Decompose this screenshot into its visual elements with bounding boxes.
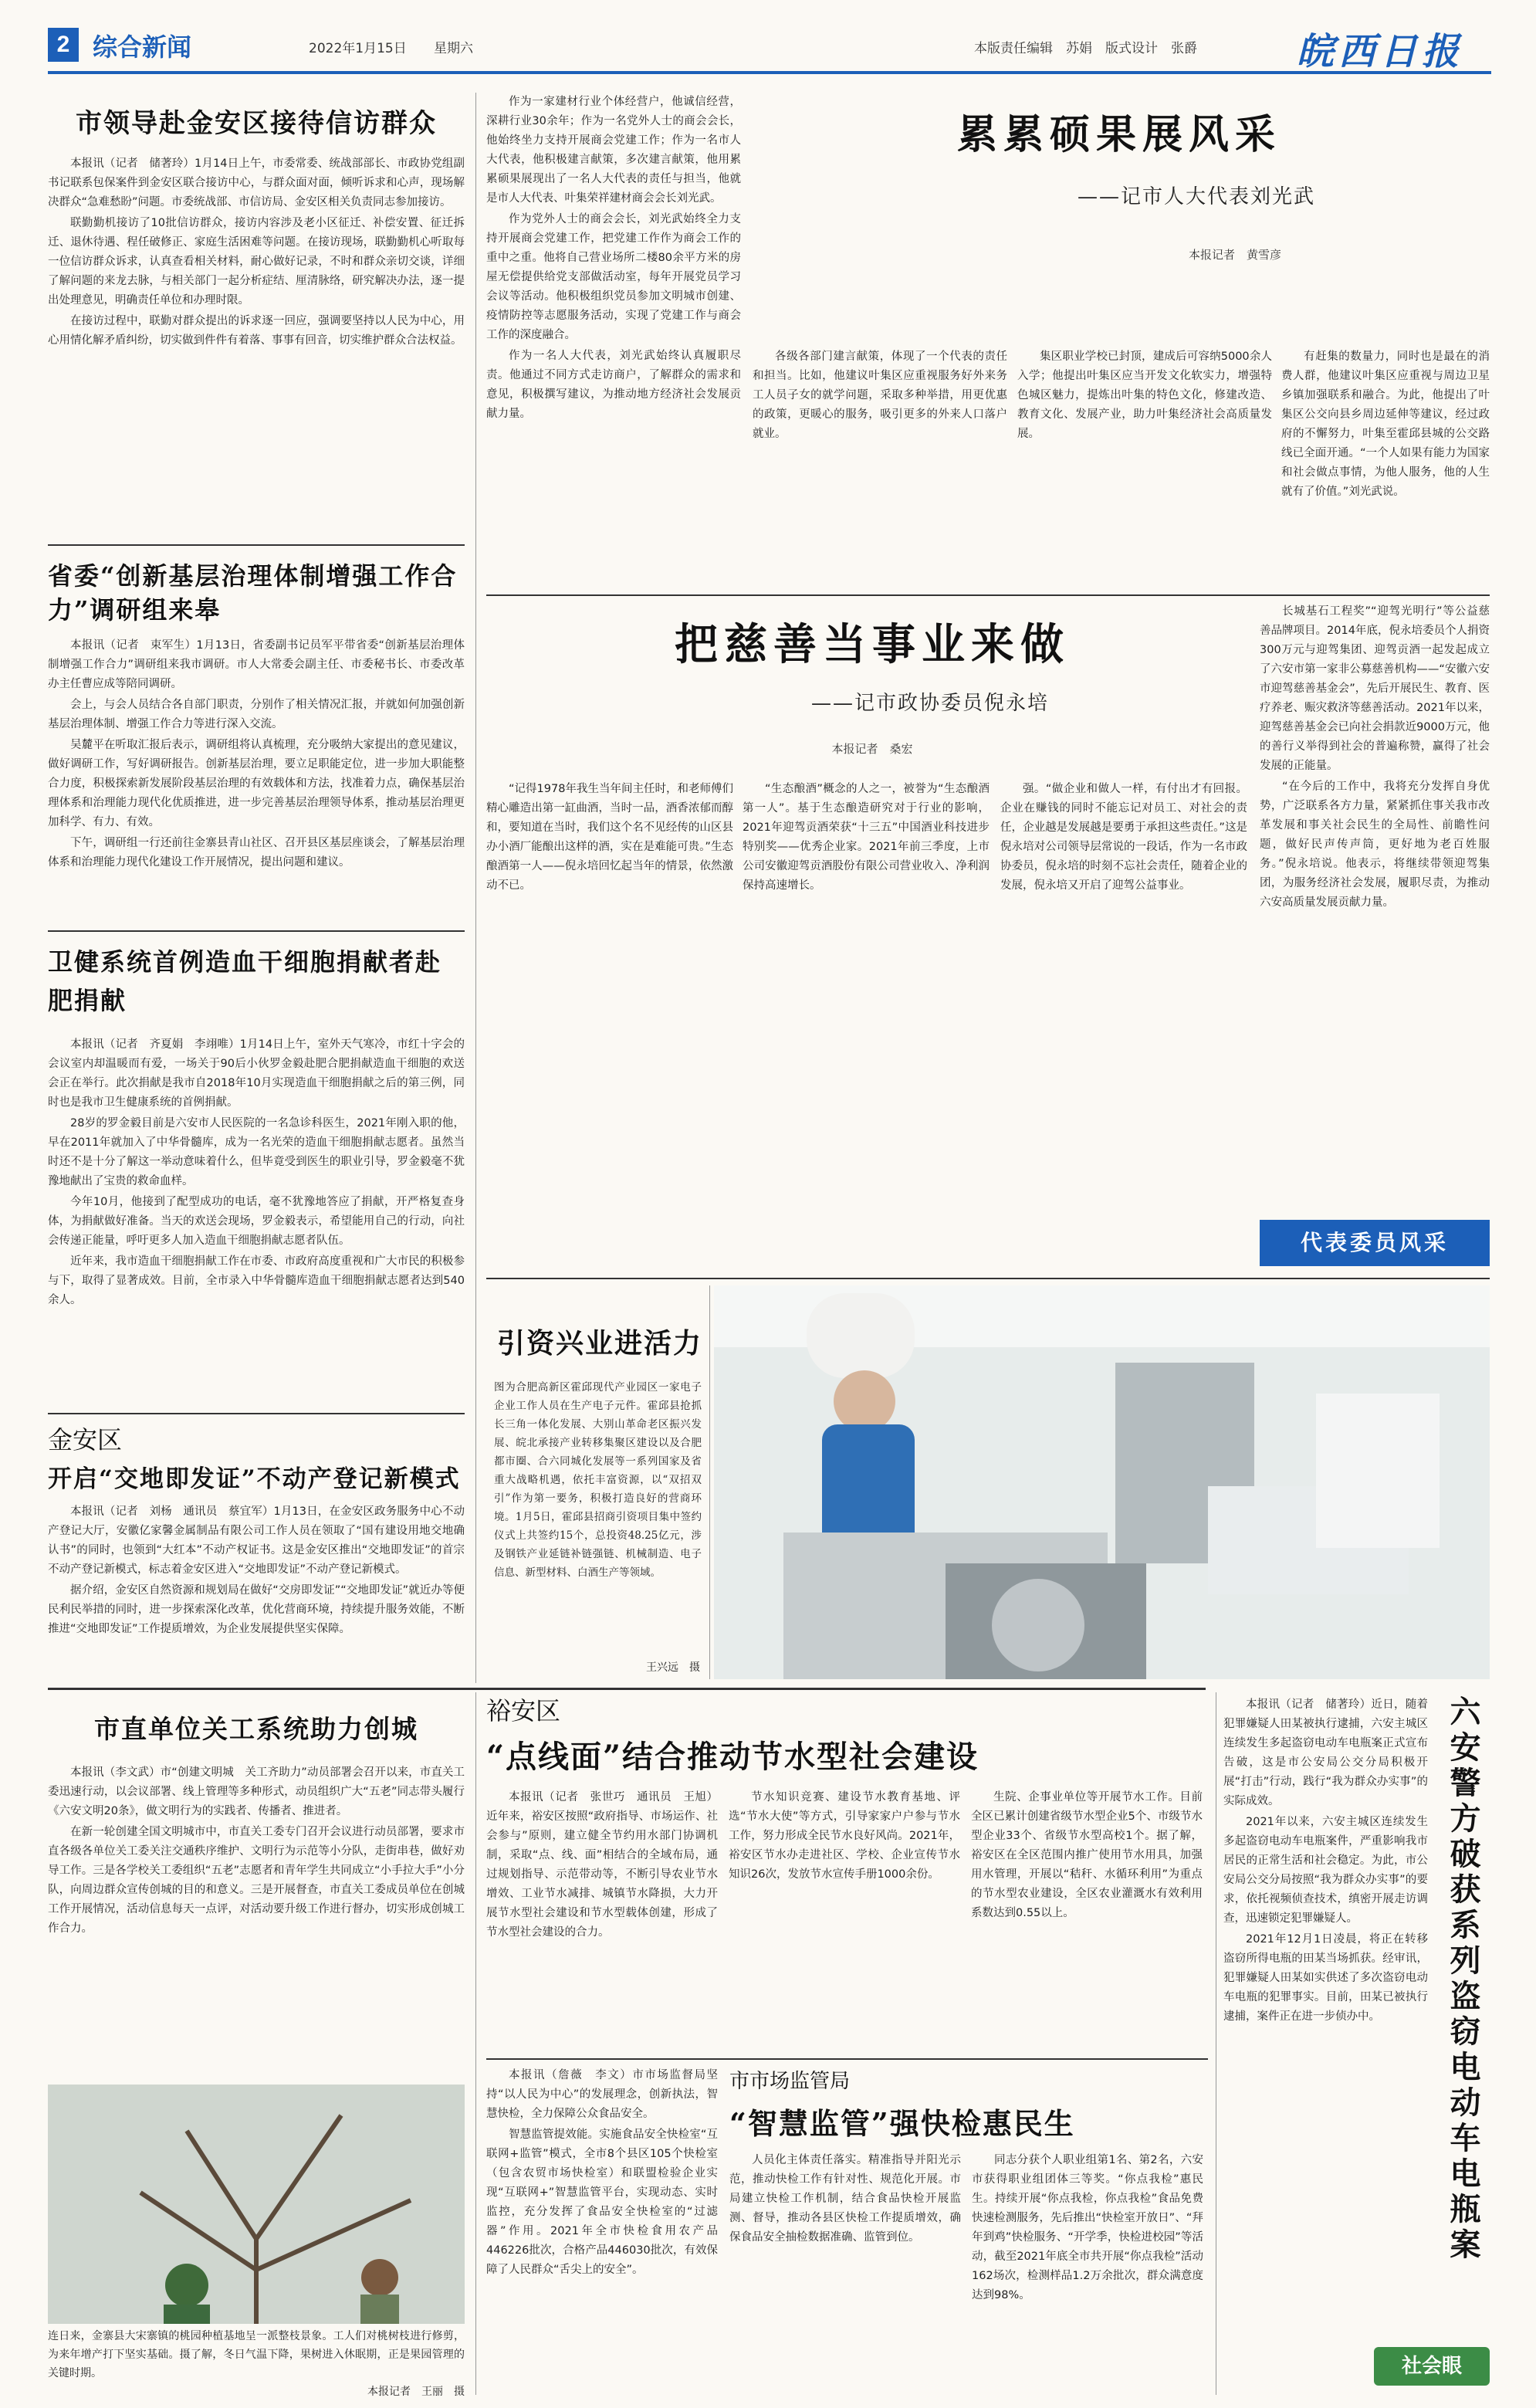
- society-tag: 社会眼: [1374, 2347, 1490, 2386]
- divider: [48, 930, 465, 932]
- feature1-col2: 各级各部门建言献策，体现了一个代表的责任和担当。比如，他建议叶集区应重视服务好外来务工人员子女的就学问题，采取多种举措，用更优惠的政策，更暖心的服务，吸引更多的外来人口落户就业。: [753, 351, 1007, 440]
- police-article-title: 六安警方破获系列盗窃电动车电瓶案: [1445, 1695, 1481, 2264]
- factory-workers-illustration: [714, 1285, 1490, 1679]
- article-title: 市直单位关工系统助力创城: [94, 1714, 418, 1744]
- feature1-col4: 有赶集的数量力，同时也是最在的消费人群，他建议叶集区应重视与周边卫星乡镇加强联系和融合。为此，他提出了叶集区公交向县乡周边延伸等建议，经过政府的不懈努力，叶集至霍邱县城的公交路线已全面开通。“一个人如果有能力为国家和社会做点事情，为他人服务，他的人生就有了价值。”刘光武说。: [1281, 351, 1490, 498]
- article-market-supervision: [729, 2066, 1208, 2398]
- feature-title: 把慈善当事业来做: [675, 619, 1070, 670]
- article-body: 本报讯（记者 储著玲）1月14日上午，市委常委、统战部部长、市政协党组副书记联系包保案件到金安区联合接访中心，与群众面对面，倾听诉求和心声，现场解决群众“急难愁盼”问题。市委统战部、市信访局、金安区相关负责同志参加接访。 联勤勤机接访了10批信访群众，接访内容涉及老小区征迁、补偿安置、征迁拆迁、退休待遇、程任破修正、家庭生活困难等问题。在接访现场，联勤勤机心听取每一位信访群众诉求，认真查看相关材料，耐心做好记录，不时和群众亲切交谈，详细了解问题的来龙去脉，与相关部门一起分析症结、厘清脉络，研究解决办法，逐一提出处理意见，明确责任单位和办理时限。 在接访过程中，联勤对群众提出的诉求逐一回应，强调要坚持以人民为中心，用心用情化解矛盾纠纷，切实做到件件有着落、事事有回音，切实维护群众合法权益。: [48, 157, 465, 347]
- issue-weekday: 星期六: [434, 41, 473, 56]
- feature2-col4: 长城基石工程奖”“迎驾光明行”等公益慈善品牌项目。2014年底，倪永培委员个人捐资300万元与迎驾集团、迎驾贡酒一起发起成立了六安市第一家非公募慈善机构——“安徽六安市迎驾慈善基金会”，先后开展民生、教育、医疗养老、赈灾救济等慈善活动。2021年以来，迎驾慈善基金会已向社会捐款近9000万元，他的善行义举得到社会的普遍称赞，赢得了社会发展的正能量。 “在今后的工作中，我将充分发挥自身优势，广泛联系各方力量，紧紧抓住事关我市改革发展和事关社会民生的全局性、前瞻性问题，做好民声传声筒，更好地为老百姓服务。”倪永培说。他表示，将继续带领迎驾集团，为服务经济社会发展，履职尽责，为推动六安高质量发展贡献力量。: [1260, 605, 1490, 909]
- article-col3: 生院、企事业单位等开展节水工作。目前全区已累计创建省级节水型企业5个、市级节水型企业33个、省级节水型高校1个。据了解，裕安区在全区范围内推广使用节水用具，加强用水管理，开展以“秸秆、水循环利用”为重点的节水型农业建设，全区农业灌溉水有效利用系数达到0.55以上。: [971, 1791, 1203, 1919]
- article-col1: 本报讯（记者 张世巧 通讯员 王旭）近年来，裕安区按照“政府指导、市场运作、社会参与”原则，建立健全节约用水部门协调机制，采取“点、线、面”相结合的全域布局，通过规划指导、示范带动等，不断引导农业节水增效、工业节水减排、城镇节水降损，大力开展节水型社会建设和节水型载体创建，形成了节水型社会建设的合力。: [486, 1791, 718, 1939]
- article-title: 市领导赴金安区接待信访群众: [76, 108, 437, 139]
- section-title: 综合新闻: [93, 32, 192, 62]
- page-number-badge: 2: [48, 28, 79, 62]
- article-title: 开启“交地即发证”不动产登记新模式: [48, 1465, 461, 1493]
- photo-caption: 图为合肥高新区霍邱现代产业园区一家电子企业工作人员在生产电子元件。霍邱县抢抓长三角一体化发展、大别山革命老区振兴发展、皖北承接产业转移集聚区建设以及合肥都市圈、合六同城化发展等一系列国家及省重大战略机遇，依托丰富资源，以“双招双引”作为第一要务，积极打造良好的营商环境。1月5日，霍邱县招商引资项目集中签约仪式上共签约15个，总投资48.25亿元，涉及钢铁产业延链补链强链、机械制造、电子信息、新型材料、白酒生产等领域。: [494, 1381, 702, 1579]
- feature2-col2: “生态酿酒”概念的人之一，被誉为“生态酿酒第一人”。基于生态酿造研究对于行业的影响，2021年迎驾贡酒荣获“十三五”中国酒业科技进步特别奖——优秀企业家。2021年前三季度，上市公司安徽迎驾贡酒股份有限公司营业收入、净利润保持高速增长。: [743, 783, 990, 892]
- editor-credits: 本版责任编辑 苏娟 版式设计 张爵: [974, 41, 1197, 56]
- article-title: 省委“创新基层治理体制增强工作合力”调研组来皋: [48, 561, 458, 625]
- article-body: 本报讯（记者 刘杨 通讯员 蔡宜军）1月13日，在金安区政务服务中心不动产登记大厅，安徽亿家馨金属制品有限公司工作人员在领取了“国有建设用地交地确认书”的同时，也领到“大红本”不动产权证书。这是金安区推出“交地即发证”的首宗不动产登记新模式，标志着金安区进入“交地即发证”不动产登记新模式。 据介绍，金安区自然资源和规划局在做好“交房即发证”“交地即发证”就近办等便民利民举措的同时，进一步探索深化改革，优化营商环境，持续提升服务效能，不断推进“交地即发证”工作提质增效，为企业发展提供坚实保障。: [48, 1505, 465, 1635]
- section-divider: [48, 1688, 1206, 1690]
- market-supervision-col1: 本报讯（詹薇 李文）市市场监督局坚持“以人民为中心”的发展理念，创新执法，智慧快检，全力保障公众食品安全。 智慧监管提效能。实施食品安全快检室“互联网+监管”模式，全市8个县区105个快检室（包含农贸市场快检室）和联盟检验企业实现“互联网+”智慧监管平台，实现动态、实时监控，充分发挥了食品安全快检室的“过滤器”作用。2021年全市快检食用农产品446226批次，合格产品446030批次，有效保障了人民群众“舌尖上的安全”。: [486, 2069, 718, 2276]
- article-governance-survey: [48, 554, 465, 925]
- feature1-header: [753, 93, 1486, 347]
- feature1-col3: 集区职业学校已封顶，建成后可容纳5000余人入学；他提出叶集区应当开发文化软实力，增强特色城区魅力，提炼出叶集的特色文化，修建改造、教育文化、发展产业，助力叶集经济社会高质量发展。: [1017, 351, 1272, 440]
- masthead: [48, 22, 1491, 71]
- article-title: “智慧监管”强快检惠民生: [729, 2106, 1075, 2141]
- factory-photo-panel: [486, 1285, 710, 1679]
- article-body: 本报讯（李文武）市“创建文明城 关工齐助力”动员部署会召开以来，市直关工委迅速行动，以会议部署、线上管理等多种形式，动员组织广大“五老”同志带头履行《六安文明20条》，做文明行为的实践者、传播者、推进者。 在新一轮创建全国文明城市中，市直关工委专门召开会议进行动员部署，要求市直各级各单位关工委关注交通秩序维护、文明行为示范等小分队，走街串巷，做好劝导工作。三是各学校关工委组织“五老”志愿者和青年学生共同成立“小手拉大手”小分队，向周边群众宣传创城的目的和意义。三是开展督查，市直关工委成员单位在创城工作开展情况，活动信息每天一点评，对活动要升级工作进行督办，切实形成创城工作合力。: [48, 1766, 465, 1935]
- feature-subtitle: ——记市政协委员倪永培: [810, 692, 1049, 715]
- feature2-col1: “记得1978年我生当年间主任时，和老师傅们精心雕造出第一缸曲酒，当时一品，酒香浓郁而醇和，要知道在当时，我们这个名不见经传的山区县办小酒厂能酿出这样的酒，实在是难能可贵。”生态酿酒第一人——倪永培回忆起当年的情景，依然激动不已。: [486, 783, 733, 892]
- article-kicker: 金安区: [48, 1425, 123, 1455]
- masthead-rule: [48, 71, 1491, 74]
- article-body: 本报讯（记者 齐夏娟 李翊唯）1月14日上午，室外天气寒冷，市红十字会的会议室内却温暖而有爱，一场关于90后小伙罗金毅赴肥合肥捐献造血干细胞的欢送会正在举行。此次捐献是我市自2018年10月实现造血干细胞捐献之后的第三例，同时也是我市卫生健康系统的首例捐献。 28岁的罗金毅目前是六安市人民医院的一名急诊科医生，2021年刚入职的他，早在2011年就加入了中华骨髓库，成为一名光荣的造血干细胞捐献志愿者。虽然当时还不是十分了解这一举动意味着什么，但毕竟受到医生的职业引导，罗金毅毫不犹豫地献出了宝贵的救命血样。 今年10月，他接到了配型成功的电话，毫不犹豫地答应了捐献，开严格复查身体，为捐献做好准备。当天的欢送会现场，罗金毅表示，希望能用自己的行动，向社会传递正能量，呼吁更多人加入造血干细胞捐献志愿者队伍。 近年来，我市造血干细胞捐献工作在市委、市政府高度重视和广大市民的积极参与下，取得了显著成效。目前，全市录入中华骨髓库造血干细胞捐献志愿者达到540余人。: [48, 1038, 465, 1306]
- photo-kicker: 引资兴业进活力: [497, 1327, 703, 1360]
- article-kicker: 裕安区: [486, 1696, 561, 1726]
- article-care-work: [48, 1695, 465, 2081]
- article-body: 本报讯（记者 束军生）1月13日，省委副书记员军平带省委“创新基层治理体制增强工作合力”调研组来我市调研。市人大常委会副主任、市委秘书长、市委改革办主任曹应成等陪同调研。 会上，与会人员结合各自部门职责，分别作了相关情况汇报，并就如何加强创新基层治理体制、增强工作合力等进行深入交流。 吴麓平在听取汇报后表示，调研组将认真梳理，充分吸纳大家提出的意见建议，做好调研工作，写好调研报告。创新基层治理，要立足职能定位，进一步加大职能整合力度，积极探索新发展阶段基层治理的有效载体和方法，找准着力点，确保基层治理体系和治理能力现代化优质推进，进一步完善基层治理领导体系，推动基层治理更加科学、有力、有效。 下午，调研组一行还前往金寨县青山社区、召开县区基层座谈会，了解基层治理体系和治理能力现代化建设工作开展情况，提出问题和建议。: [48, 639, 465, 869]
- article-col2: 人员化主体责任落实。精准指导并阳光示范，推动快检工作有针对性、规范化开展。市局建立快检工作机制，结合食品快检开展监测、督导，推动各县区快检工作提质增效，确保食品安全抽检数据准确、监管到位。: [729, 2154, 961, 2244]
- factory-photo: [714, 1285, 1490, 1679]
- paper-name-logo: 皖西日报: [1297, 30, 1464, 71]
- orchard-photo-caption: 连日来，金寨县大宋寨镇的桃园种植基地呈一派整枝景象。工人们对桃树枝进行修剪，为来年增产打下坚实基础。摄了解，冬日气温下降，果树进入休眠期，正是果园管理的关键时期。 本报记者 王丽 摄: [48, 2324, 465, 2405]
- article-col3: 同志分获个人职业组第1名、第2名，六安市获得职业组团体三等奖。“你点我检”惠民生。持续开展“你点我检，你点我检”食品免费快速检测服务，先后推出“快检室开放日”、“拜年到鸡”快检服务、“开学季，快检进校园”等活动，截至2021年底全市共开展“你点我检”活动162场次，检测样品1.2万余批次，群众满意度达到98%。: [972, 2154, 1203, 2301]
- column-divider: [475, 1692, 476, 2395]
- column-divider: [475, 93, 476, 1683]
- photo-credit: 王兴远 摄: [646, 1661, 700, 1674]
- article-col2: 节水知识竞赛、建设节水教育基地、评选“节水大使”等方式，引导家家户户参与节水工作，努力形成全民节水良好风尚。2021年，裕安区节水办走进社区、学校、企业宣传节水知识26次，发放节水宣传手册1000余份。: [729, 1791, 960, 1881]
- article-real-estate-cert: [48, 1421, 465, 1683]
- feature-title: 累累硕果展风采: [956, 111, 1281, 158]
- divider: [486, 2058, 1208, 2060]
- feature-byline: 本报记者 桑宏: [831, 742, 913, 756]
- feature-subtitle: ——记市人大代表刘光武: [1077, 185, 1315, 208]
- issue-date: 2022年1月15日: [309, 41, 407, 56]
- article-stem-cell-donor: [48, 938, 465, 1409]
- photo-credit: 本报记者 王丽 摄: [367, 2386, 465, 2398]
- article-kicker: 市市场监管局: [729, 2070, 851, 2093]
- article-title: 卫健系统首例造血干细胞捐献者赴肥捐献: [48, 947, 442, 1015]
- police-article-body: 本报讯（记者 储著玲）近日，随着犯罪嫌疑人田某被执行逮捕，六安主城区连续发生多起盗窃电动车电瓶案正式宣布告破，这是市公安局公交分局积极开展“打击”行动，践行“我为群众办实事”的实际成效。 2021年以来，六安主城区连续发生多起盗窃电动车电瓶案件，严重影响我市居民的正常生活和社会稳定。为此，市公安局公交分局按照“我为群众办实事”的要求，依托视频侦查技术，缜密开展走访调查，迅速锁定犯罪嫌疑人。 2021年12月1日凌晨，将正在转移盗窃所得电瓶的田某当场抓获。经审讯，犯罪嫌疑人田某如实供述了多次盗窃电动车电瓶的犯罪事实。目前，田某已被执行逮捕，案件正在进一步侦办中。: [1223, 1698, 1428, 2023]
- feature-byline: 本报记者 黄雪彦: [1188, 248, 1281, 262]
- divider: [48, 544, 465, 546]
- divider: [486, 1278, 1490, 1279]
- article-title: “点线面”结合推动节水型社会建设: [486, 1739, 979, 1775]
- feature2-header: [486, 602, 1258, 795]
- feature1-col1: 作为一家建材行业个体经营户，他诚信经营，深耕行业30余年；作为一名党外人士的商会会长，他始终坐力支持开展商会党建工作；作为一名市人大代表，他积极建言献策，多次建言献策，他用累累硕果展现出了一名人大代表的责任与担当，他就是市人大代表、叶集荣祥建材商会会长刘光武。 作为党外人士的商会会长，刘光武始终全力支持开展商会党建工作，把党建工作作为商会工作的重中之重。他将自己营业场所二楼80余平方米的房屋无偿提供给党支部做活动室，每年开展党员学习会议等活动。他积极组织党员参加文明城市创建、疫情防控等志愿服务活动，实现了党建工作与商会工作的深度融合。 作为一名人大代表，刘光武始终认真履职尽责。他通过不同方式走访商户，了解群众的需求和意见，积极撰写建议，为推动地方经济社会发展贡献力量。: [486, 96, 741, 420]
- feature2-col3: 强。“做企业和做人一样，有付出才有回报。企业在赚钱的同时不能忘记对员工、对社会的责任，企业越是发展越是要勇于承担这些责任。”这是倪永培对公司领导层常说的一段话，作为一名市政协委员，倪永培的时刻不忘社会责任，随着企业的发展，倪永培又开启了迎驾公益事业。: [1000, 783, 1247, 892]
- article-leaders-visit: [48, 93, 465, 540]
- delegate-style-tag: 代表委员风采: [1260, 1220, 1490, 1266]
- divider: [48, 1413, 465, 1414]
- divider: [486, 594, 1490, 596]
- article-water-saving: [486, 1695, 1208, 2058]
